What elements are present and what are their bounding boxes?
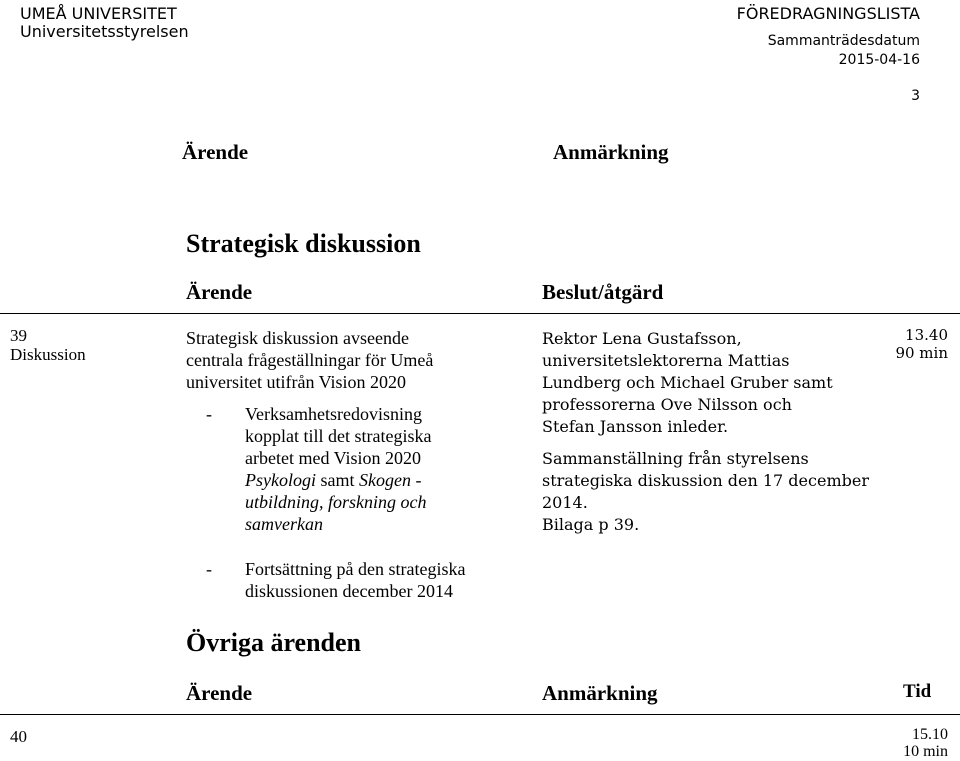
section2-column-matter: Ärende [186, 681, 253, 705]
bullet-item-continuation: Fortsättning på den strategiska diskussionen december 2014 [245, 559, 466, 601]
item-time: 13.40 [905, 326, 948, 344]
item-time: 15.10 [912, 726, 948, 743]
meeting-date: 2015-04-16 [838, 52, 920, 68]
item-number: 39 [10, 326, 27, 345]
item-duration: 10 min [903, 743, 948, 760]
section1-column-matter: Ärende [186, 280, 253, 304]
section-title-strategic-discussion: Strategisk diskussion [186, 229, 421, 258]
document-type: FÖREDRAGNINGSLISTA [736, 4, 920, 23]
item-duration: 90 min [895, 344, 948, 362]
org-name: UMEÅ UNIVERSITET [20, 4, 177, 23]
section2-column-time: Tid [903, 681, 932, 702]
bullet-dash: - [206, 404, 212, 424]
attachment-reference: Bilaga p 39. [542, 515, 640, 534]
item-number: 40 [10, 727, 27, 746]
section2-column-remark: Anmärkning [542, 681, 658, 705]
section-title-other-matters: Övriga ärenden [186, 628, 362, 657]
bullet-dash: - [206, 559, 212, 579]
decision-summary: Sammanställning från styrelsens strategiska diskussion den 17 december 2014. Bilaga p 39. [542, 449, 869, 534]
bullet-item-activity-report: Verksamhetsredovisning kopplat till det strategiska arbetet med Vision 2020 Psykologi samt Skogen - utbildning, forskning och samverkan [245, 404, 432, 534]
item-description: Strategisk diskussion avseende centrala frågeställningar för Umeå universitet utifrån Vision 2020 [186, 328, 434, 392]
column-heading-matter: Ärende [182, 140, 249, 164]
decision-presenters: Rektor Lena Gustafsson, universitetslektorerna Mattias Lundberg och Michael Gruber samt professorerna Ove Nilsson och Stefan Jansson inleder. [542, 329, 833, 436]
item-category: Diskussion [10, 345, 86, 364]
section1-divider [0, 313, 960, 314]
section2-divider [0, 714, 960, 715]
section1-column-decision: Beslut/åtgärd [542, 280, 664, 304]
column-heading-remark: Anmärkning [553, 140, 669, 164]
board-name: Universitetsstyrelsen [20, 22, 189, 41]
meeting-date-label: Sammanträdesdatum [767, 33, 920, 49]
page-number: 3 [911, 88, 920, 104]
